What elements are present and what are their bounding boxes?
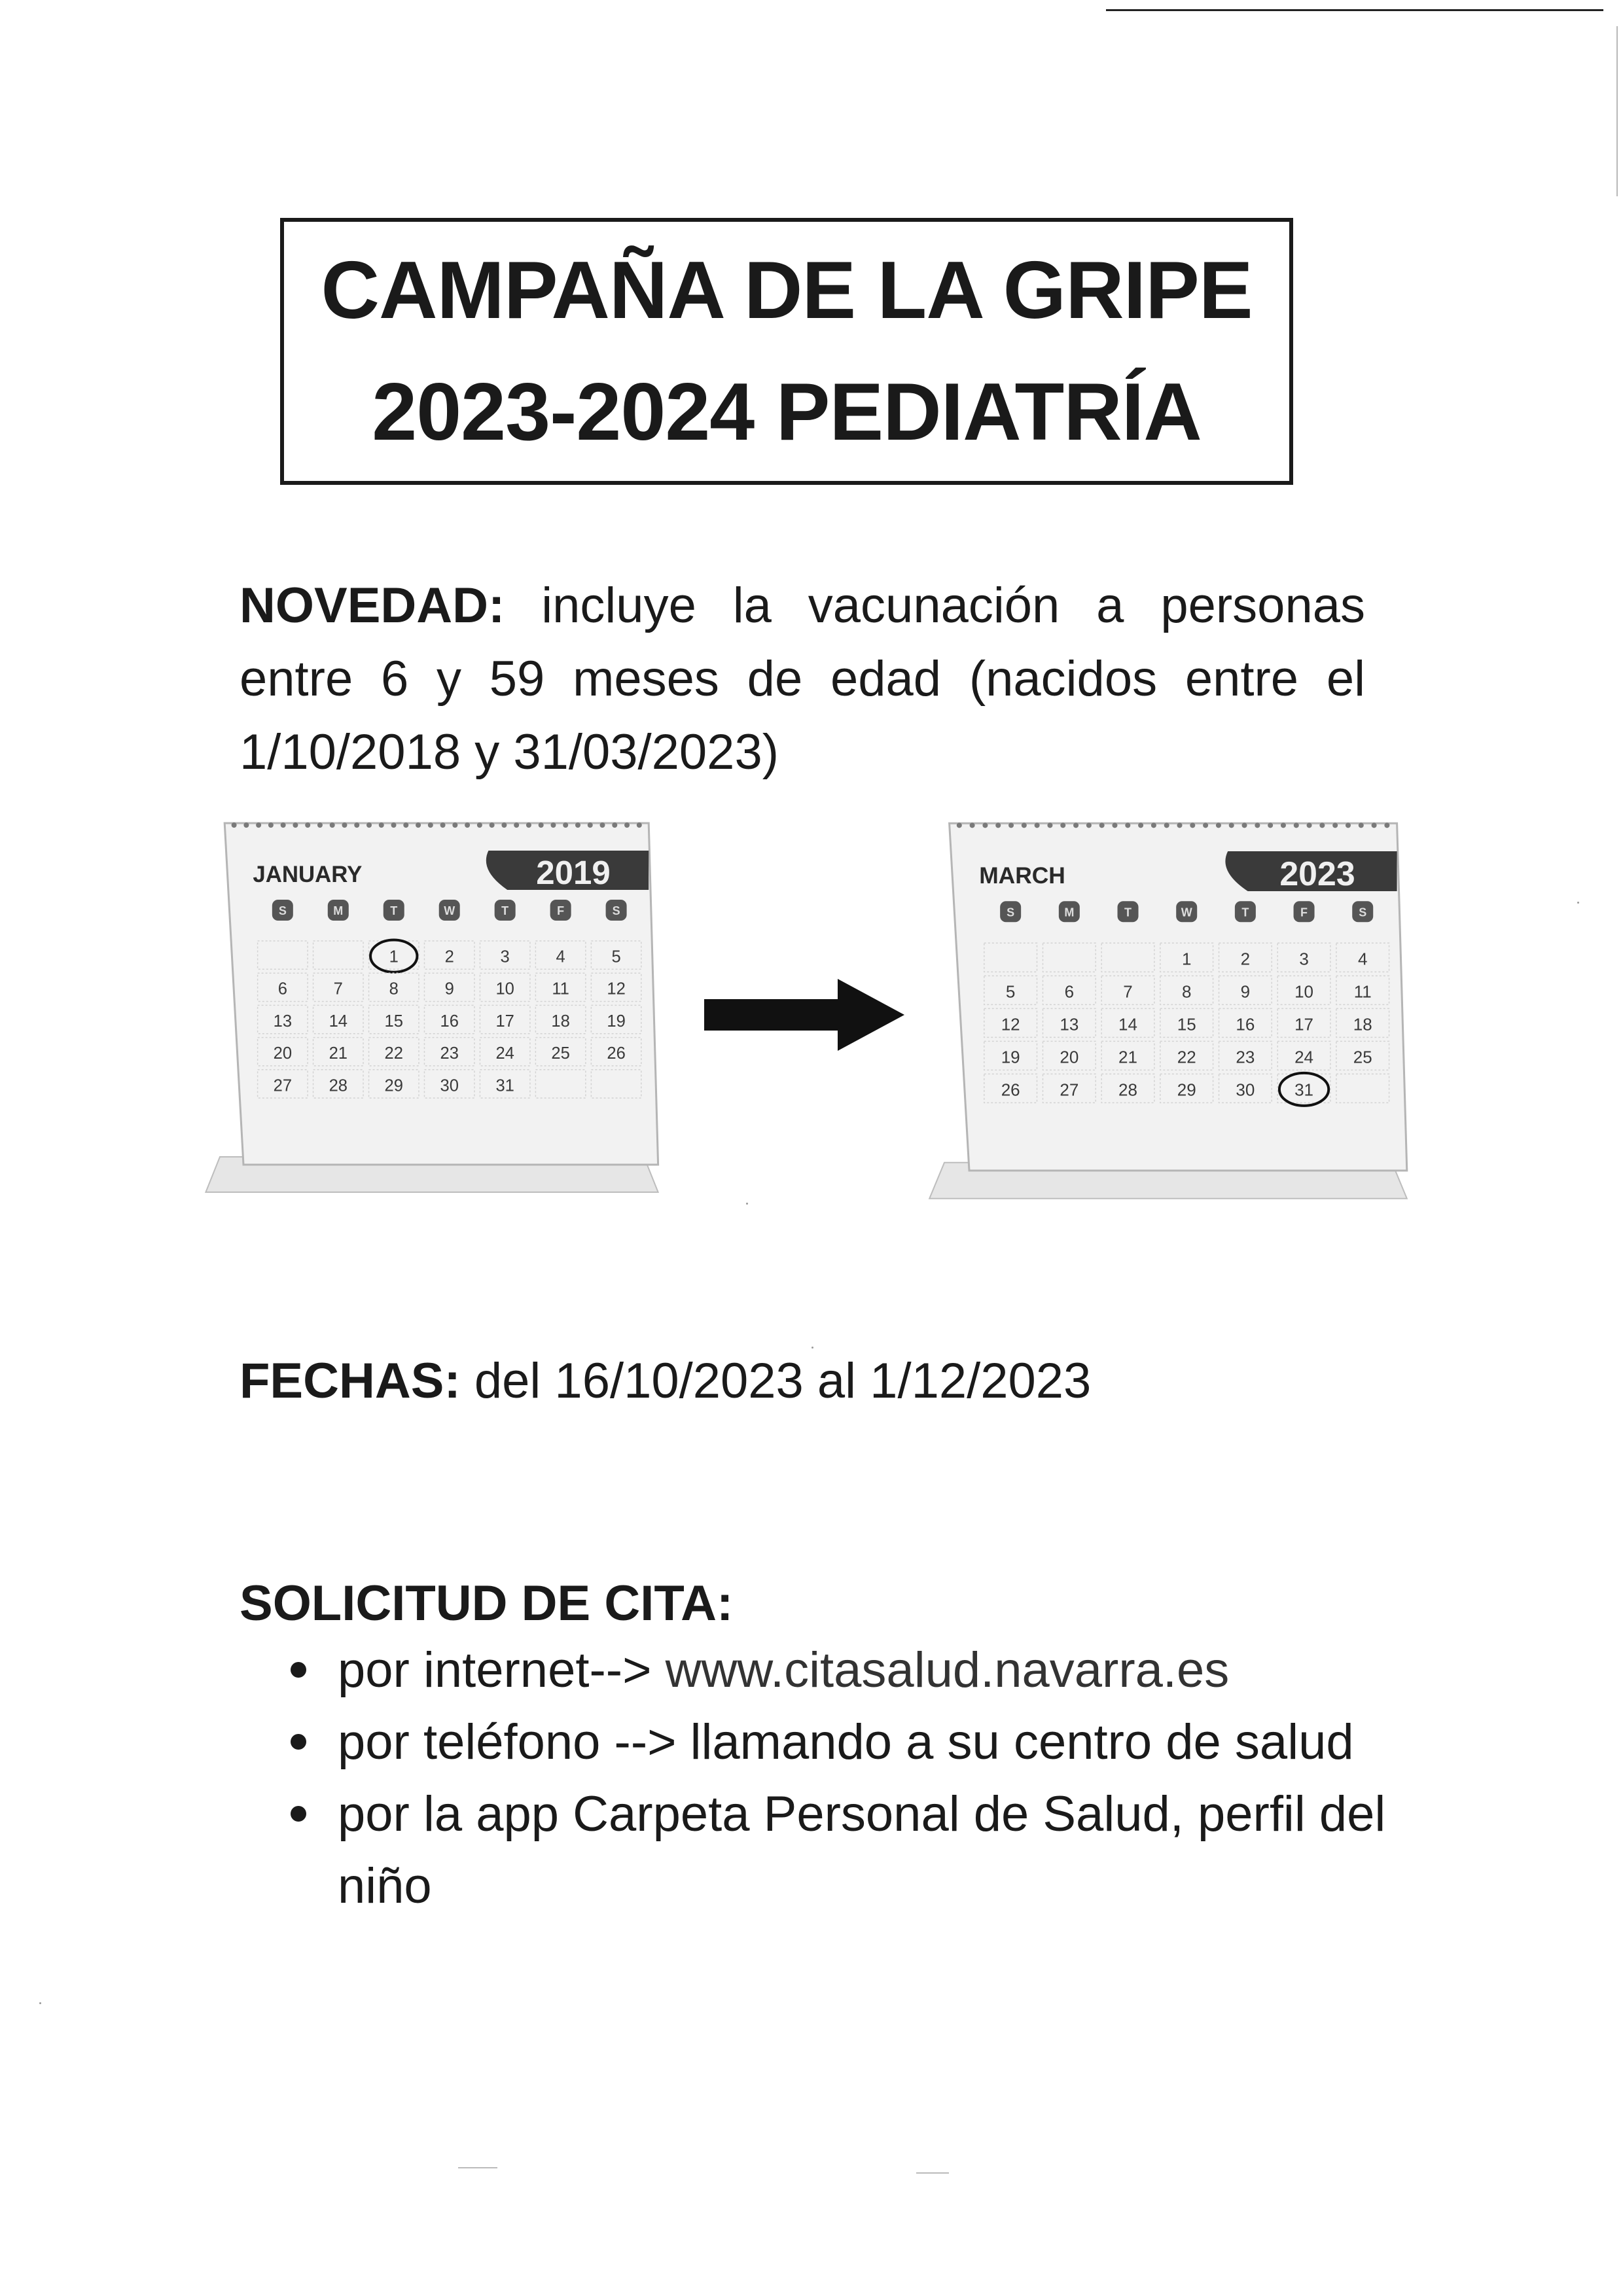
spiral-ring [1372,822,1377,828]
day-number: 15 [1177,1014,1196,1034]
spiral-ring [1203,822,1208,828]
day-number: 13 [1060,1014,1079,1034]
scan-speck [458,2167,497,2168]
day-number: 5 [1005,981,1016,1002]
day-number: 21 [1118,1047,1137,1067]
weekday-label: W [444,904,455,917]
day-number: 15 [384,1012,403,1031]
day-number: 16 [440,1012,459,1031]
spiral-ring [1307,822,1312,828]
title-line-1: CAMPAÑA DE LA GRIPE [321,245,1253,336]
spiral-ring [1060,822,1065,828]
day-number: 7 [1123,981,1133,1002]
spiral-ring [391,822,397,828]
spiral-ring [600,822,605,828]
spiral-ring [1138,822,1143,828]
day-number: 30 [1236,1080,1255,1100]
weekday-label: W [1181,906,1192,919]
day-number: 23 [440,1044,459,1063]
spiral-ring [256,822,261,828]
scan-speck [916,2172,949,2174]
day-number: 30 [440,1076,459,1095]
day-number: 10 [495,980,514,998]
day-number: 19 [1001,1047,1020,1067]
spiral-ring [1281,822,1286,828]
weekday-label: S [1007,906,1015,919]
day-number: 16 [1236,1014,1255,1034]
day-number: 8 [1181,981,1192,1002]
day-number: 31 [495,1076,514,1095]
day-number: 2 [444,947,454,966]
spiral-ring [281,822,286,828]
day-number: 3 [1299,949,1309,969]
scan-speck [746,1203,748,1205]
spiral-ring [539,822,544,828]
spiral-ring [957,822,962,828]
list-item-app: por la app Carpeta Personal de Salud, perfil del niño [288,1778,1387,1922]
spiral-ring [1268,822,1273,828]
day-number: 26 [1001,1080,1020,1100]
day-number: 29 [1177,1080,1196,1100]
spiral-ring [366,822,372,828]
fechas-line [240,1345,1091,1418]
spiral-ring [317,822,323,828]
spiral-ring [1190,822,1195,828]
spiral-ring [575,822,580,828]
solicitud-heading: SOLICITUD DE CITA: [240,1576,734,1631]
weekday-label: T [501,904,509,917]
spiral-ring [305,822,310,828]
scan-speck [1577,902,1579,904]
spiral-ring [452,822,457,828]
arrow-right-icon [704,979,904,1051]
novedad-paragraph [240,569,1365,789]
day-number: 5 [611,947,621,966]
day-number: 25 [551,1044,570,1063]
spiral-ring [1319,822,1325,828]
spiral-ring [624,822,630,828]
day-number: 27 [273,1076,293,1095]
day-number: 24 [495,1044,514,1063]
weekday-label: M [1064,906,1075,919]
day-number: 21 [329,1044,348,1063]
spiral-ring [1035,822,1040,828]
day-number: 10 [1294,981,1314,1002]
spiral-ring [1086,822,1092,828]
day-number: 18 [551,1012,570,1031]
citasalud-link[interactable]: www.citasalud.navarra.es [665,1642,1230,1698]
day-number: 20 [273,1044,293,1063]
corner-rule [1106,9,1603,11]
day-number: 28 [1118,1080,1137,1100]
spiral-ring [1099,822,1105,828]
day-number: 9 [444,980,454,998]
day-number: 17 [1294,1014,1314,1034]
spiral-ring [1229,822,1234,828]
weekday-label: F [557,904,565,917]
spiral-ring [342,822,347,828]
day-number: 4 [556,947,565,966]
day-number: 23 [1236,1047,1255,1067]
day-number: 2 [1240,949,1251,969]
spiral-ring [354,822,359,828]
day-number: 11 [1353,981,1372,1002]
spiral-ring [550,822,556,828]
spiral-ring [416,822,421,828]
spiral-ring [490,822,495,828]
spiral-ring [995,822,1001,828]
day-number: 6 [277,980,287,998]
calendar-month: MARCH [979,862,1065,889]
fechas-text: del 16/10/2023 al 1/12/2023 [460,1353,1092,1409]
day-number: 3 [500,947,510,966]
spiral-ring [970,822,975,828]
spiral-ring [1255,822,1260,828]
day-number: 25 [1353,1047,1372,1067]
spiral-ring [477,822,482,828]
novedad-label: NOVEDAD: [240,578,505,633]
spiral-ring [612,822,617,828]
day-number: 28 [329,1076,348,1095]
day-number: 7 [333,980,343,998]
spiral-ring [403,822,408,828]
spiral-ring [1112,822,1117,828]
day-number: 18 [1353,1014,1372,1034]
spiral-ring [440,822,446,828]
day-number: 9 [1240,981,1251,1002]
calendar-month: JANUARY [253,862,363,887]
day-number: 12 [1001,1014,1020,1034]
scan-speck [812,1347,813,1349]
spiral-ring [1008,822,1014,828]
weekday-label: S [278,904,287,917]
calendar-year: 2023 [1279,854,1355,892]
calendar-year: 2019 [536,854,611,891]
day-number: 26 [607,1044,626,1063]
day-number: 17 [495,1012,514,1031]
day-number: 6 [1064,981,1075,1002]
spiral-ring [428,822,433,828]
day-number: 24 [1294,1047,1314,1067]
day-number: 20 [1060,1047,1079,1067]
spiral-ring [563,822,568,828]
weekday-label: F [1300,906,1308,919]
weekday-label: T [1124,906,1132,919]
weekday-label: M [333,904,344,917]
scan-edge-mark [1616,26,1618,196]
solicitud-list [288,1634,1387,1922]
spiral-ring [1125,822,1130,828]
day-number: 14 [1118,1014,1137,1034]
spiral-ring [293,822,298,828]
spiral-ring [588,822,593,828]
spiral-ring [1346,822,1351,828]
spiral-ring [330,822,335,828]
spiral-ring [1332,822,1338,828]
weekday-label: T [390,904,398,917]
day-number: 11 [552,980,569,998]
spiral-ring [1384,822,1389,828]
day-number: 31 [1294,1080,1314,1100]
spiral-ring [982,822,988,828]
day-number: 29 [384,1076,403,1095]
spiral-ring [1047,822,1052,828]
weekday-label: S [612,904,620,917]
list-item-internet [288,1634,1387,1706]
spiral-ring [1242,822,1247,828]
spiral-ring [637,822,642,828]
spiral-ring [1216,822,1221,828]
spiral-ring [501,822,507,828]
internet-text: por internet--> [338,1642,666,1698]
spiral-ring [1177,822,1183,828]
spiral-ring [1294,822,1299,828]
calendar-january-2019 [196,811,668,1204]
list-item-telefono: por teléfono --> llamando a su centro de salud [288,1706,1387,1778]
day-number: 12 [607,980,626,998]
spiral-ring [379,822,384,828]
day-number: 13 [273,1012,293,1031]
day-number: 1 [389,947,399,966]
title-box [280,218,1293,485]
novedad-text: incluye la vacunación a personas entre 6 y 59 meses de edad (nacidos entre el 1/10/2018 y 31/03/2023) [240,578,1365,780]
spiral-ring [1073,822,1079,828]
weekday-label: T [1241,906,1249,919]
spiral-ring [465,822,470,828]
spiral-ring [526,822,531,828]
spiral-ring [514,822,519,828]
weekday-label: S [1359,906,1367,919]
day-number: 4 [1358,949,1368,969]
day-number: 1 [1181,949,1192,969]
day-number: 22 [384,1044,403,1063]
calendar-march-2023 [919,811,1417,1210]
spiral-ring [1359,822,1364,828]
day-number: 22 [1177,1047,1196,1067]
spiral-ring [268,822,274,828]
spiral-ring [1164,822,1169,828]
day-number: 8 [389,980,399,998]
day-number: 14 [329,1012,348,1031]
spiral-ring [1022,822,1027,828]
title-line-2: 2023-2024 PEDIATRÍA [372,367,1202,457]
fechas-label: FECHAS: [240,1353,461,1409]
spiral-ring [1151,822,1156,828]
day-number: 19 [607,1012,626,1031]
day-number: 27 [1060,1080,1079,1100]
spiral-ring [243,822,249,828]
spiral-ring [232,822,237,828]
scan-speck [39,2002,41,2004]
